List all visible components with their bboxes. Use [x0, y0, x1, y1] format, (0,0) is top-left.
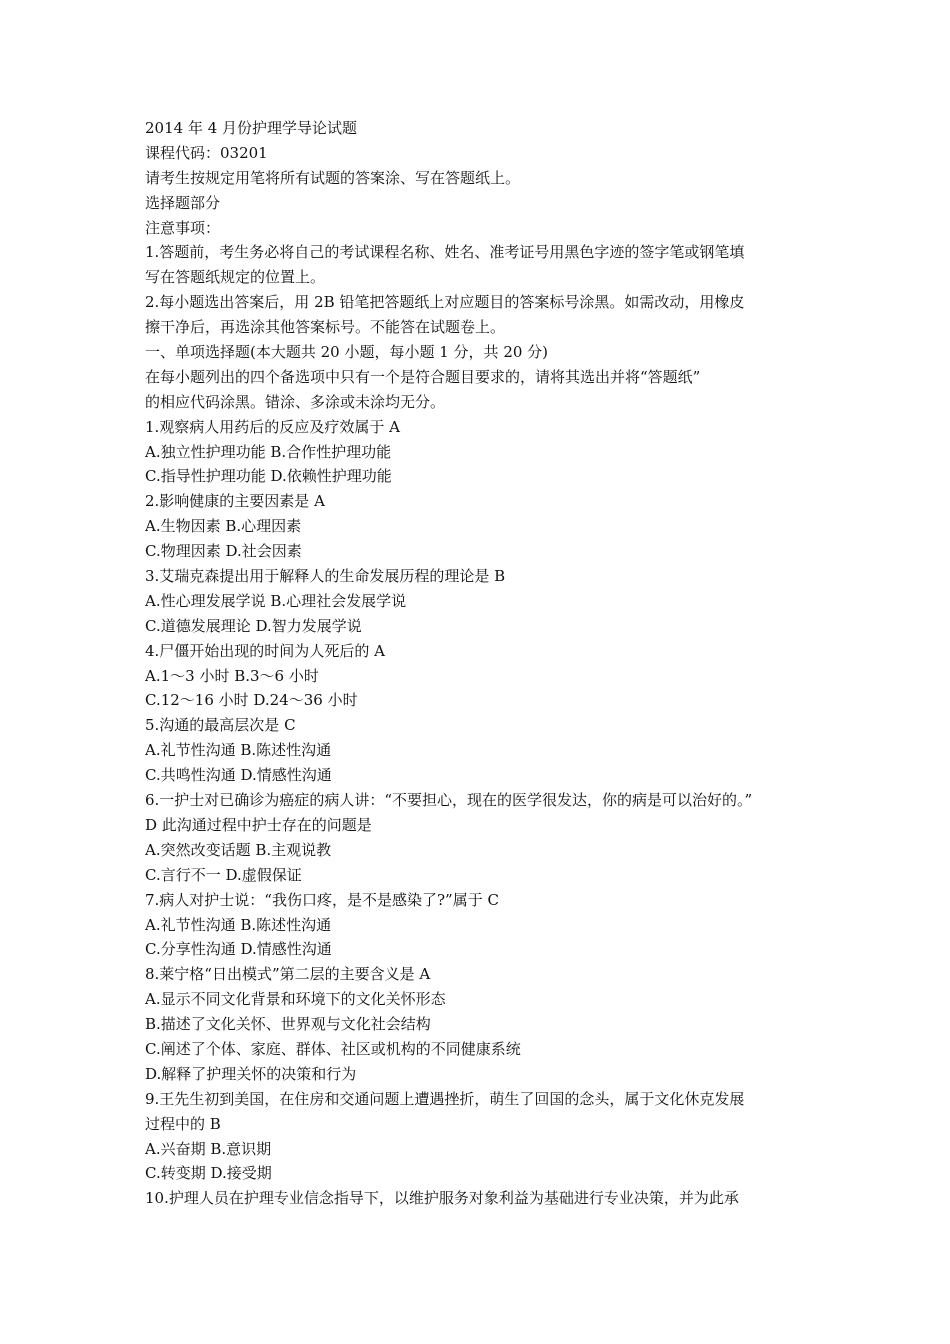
question-options: A.性心理发展学说 B.心理社会发展学说	[145, 591, 407, 610]
question-stem: 5.沟通的最高层次是 C	[145, 716, 296, 735]
section-heading: 选择题部分	[145, 193, 221, 212]
exam-document	[145, 116, 810, 1211]
question-option: D.解释了护理关怀的决策和行为	[145, 1064, 357, 1083]
question-option: C.阐述了个体、家庭、群体、社区或机构的不同健康系统	[145, 1039, 521, 1058]
question-stem: 8.莱宁格“日出模式”第二层的主要含义是 A	[145, 965, 431, 984]
question-options: C.转变期 D.接受期	[145, 1164, 272, 1183]
doc-title: 2014 年 4 月份护理学导论试题	[145, 119, 358, 137]
question-options: C.共鸣性沟通 D.情感性沟通	[145, 766, 332, 785]
question-options: A.兴奋期 B.意识期	[145, 1139, 272, 1158]
question-options: A.突然改变话题 B.主观说教	[145, 840, 332, 859]
part-heading: 一、单项选择题(本大题共 20 小题，每小题 1 分，共 20 分)	[145, 343, 549, 362]
note-line: 擦干净后，再选涂其他答案标号。不能答在试题卷上。	[145, 318, 506, 337]
note-line: 写在答题纸规定的位置上。	[145, 268, 326, 287]
question-options: C.物理因素 D.社会因素	[145, 542, 302, 561]
question-options: A.礼节性沟通 B.陈述性沟通	[145, 915, 332, 934]
question-options: A.1～3 小时 B.3～6 小时	[145, 666, 319, 685]
question-option: A.显示不同文化背景和环境下的文化关怀形态	[145, 990, 446, 1009]
question-stem: 6.一护士对已确诊为癌症的病人讲：“不要担心，现在的医学很发达，你的病是可以治好的。”	[145, 791, 753, 810]
question-stem: 2.影响健康的主要因素是 A	[145, 492, 325, 511]
question-options: C.言行不一 D.虚假保证	[145, 865, 302, 884]
part-instruction: 在每小题列出的四个备选项中只有一个是符合题目要求的，请将其选出并将“答题纸”	[145, 367, 701, 386]
course-code: 课程代码：03201	[145, 143, 268, 162]
question-stem: 4.尸僵开始出现的时间为人死后的 A	[145, 641, 385, 660]
notes-heading: 注意事项：	[145, 218, 221, 237]
question-stem: 9.王先生初到美国，在住房和交通问题上遭遇挫折，萌生了回国的念头，属于文化休克发展	[145, 1089, 745, 1108]
note-line: 1.答题前，考生务必将自己的考试课程名称、姓名、准考证号用黑色字迹的签字笔或钢笔填	[145, 243, 745, 262]
instruction-line: 请考生按规定用笔将所有试题的答案涂、写在答题纸上。	[145, 168, 521, 187]
question-stem: 10.护理人员在护理专业信念指导下，以维护服务对象利益为基础进行专业决策，并为此承	[145, 1189, 739, 1208]
question-stem: D 此沟通过程中护士存在的问题是	[145, 815, 372, 834]
question-options: C.12～16 小时 D.24～36 小时	[145, 691, 358, 710]
question-options: A.生物因素 B.心理因素	[145, 517, 302, 536]
note-line: 2.每小题选出答案后，用 2B 铅笔把答题纸上对应题目的答案标号涂黑。如需改动，用橡皮	[145, 293, 745, 312]
question-stem: 1.观察病人用药后的反应及疗效属于 A	[145, 417, 400, 436]
question-options: C.道德发展理论 D.智力发展学说	[145, 616, 362, 635]
question-stem: 7.病人对护士说：“我伤口疼，是不是感染了?”属于 C	[145, 890, 499, 909]
question-options: C.分享性沟通 D.情感性沟通	[145, 940, 332, 959]
question-stem: 过程中的 B	[145, 1114, 221, 1133]
question-stem: 3.艾瑞克森提出用于解释人的生命发展历程的理论是 B	[145, 567, 506, 586]
question-options: A.礼节性沟通 B.陈述性沟通	[145, 741, 332, 760]
question-option: B.描述了文化关怀、世界观与文化社会结构	[145, 1015, 431, 1034]
question-options: C.指导性护理功能 D.依赖性护理功能	[145, 467, 392, 486]
question-options: A.独立性护理功能 B.合作性护理功能	[145, 442, 392, 461]
part-instruction: 的相应代码涂黑。错涂、多涂或未涂均无分。	[145, 392, 446, 411]
